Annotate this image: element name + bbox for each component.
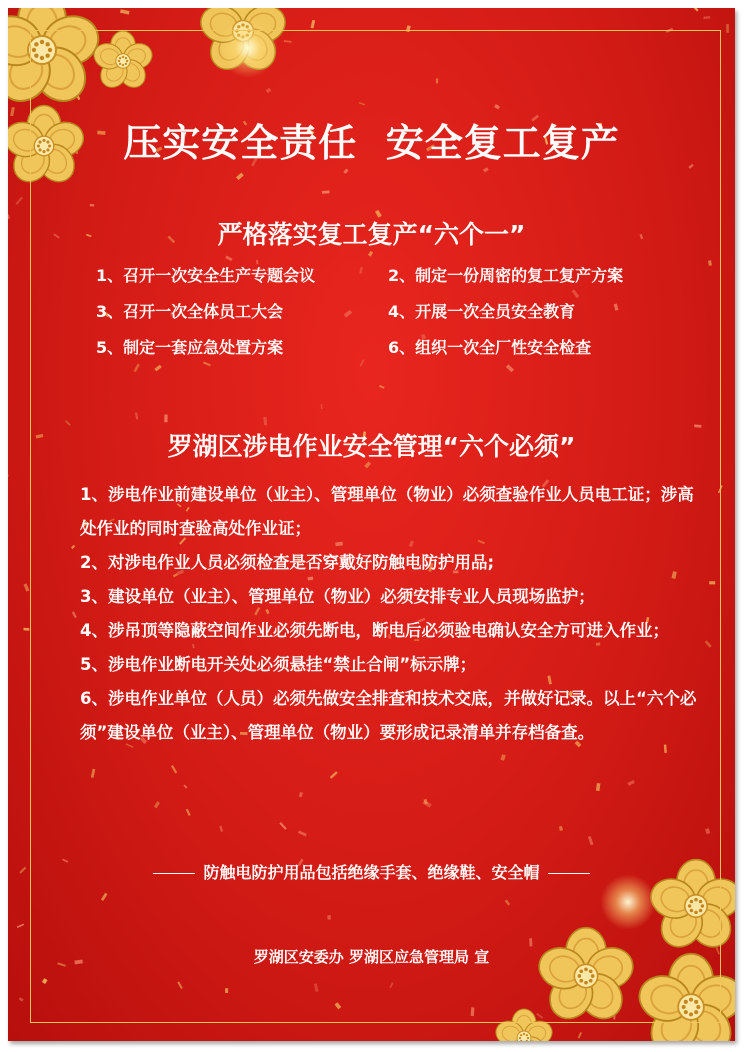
issuer-footer: 罗湖区安委办 罗湖区应急管理局 宣: [253, 948, 490, 966]
six-musts-item: 5、涉电作业断电开关处必须悬挂“禁止合闸”标示牌；: [80, 655, 477, 674]
note-dash-right: [548, 873, 590, 874]
section2-heading: 罗湖区涉电作业安全管理“六个必须”: [167, 432, 576, 461]
six-musts-item: 6、涉电作业单位（人员）必须先做安全排查和技术交底，并做好记录。以上“六个必须”建设单位（业主）、管理单位（物业）要形成记录清单并存档备查。: [80, 689, 697, 742]
six-ones-item: 4、开展一次全员安全教育: [388, 302, 576, 321]
note-dash-left: [153, 873, 195, 874]
six-musts-item: 4、涉吊顶等隐蔽空间作业必须先断电，断电后必须验电确认安全方可进入作业；: [80, 621, 669, 640]
note-text: 防触电防护用品包括绝缘手套、绝缘鞋、安全帽: [203, 863, 540, 882]
six-musts-item: 2、对涉电作业人员必须检查是否穿戴好防触电防护用品;: [80, 553, 495, 572]
protective-gear-note: [8, 860, 735, 883]
gold-flower-top-left-small: [92, 30, 154, 92]
gold-flower-top-left-large: [8, 8, 102, 110]
six-musts-item: 1、涉电作业前建设单位（业主）、管理单位（物业）必须查验作业人员电工证；涉高处作业的同时查验高处作业证；: [80, 485, 694, 538]
six-ones-item: 3、召开一次全体员工大会: [96, 302, 284, 321]
light-glow-top: [218, 18, 278, 78]
six-ones-item: 5、制定一套应急处置方案: [96, 338, 284, 357]
section1-heading: 严格落实复工复产“六个一”: [217, 220, 526, 249]
poster-title: 压实安全责任 安全复工复产: [123, 121, 620, 165]
six-ones-item: 1、召开一次安全生产专题会议: [96, 266, 316, 285]
six-ones-item: 2、制定一份周密的复工复产方案: [388, 266, 624, 285]
six-musts-item: 3、建设单位（业主）、管理单位（物业）必须安排专业人员现场监护；: [80, 587, 595, 606]
six-ones-item: 6、组织一次全厂性安全检查: [388, 338, 592, 357]
gold-flower-bottom-center: [494, 1008, 554, 1041]
six-ones-list: [96, 265, 716, 359]
poster: [8, 8, 735, 1041]
six-musts-list: [80, 478, 700, 750]
